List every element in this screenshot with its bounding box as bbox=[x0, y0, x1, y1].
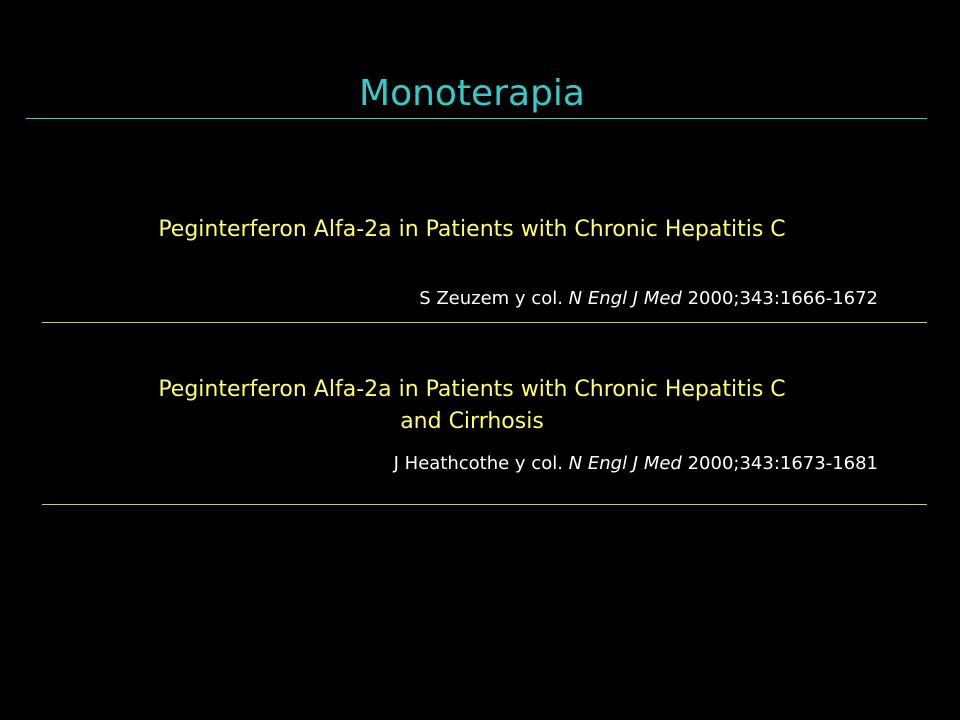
reference-2-journal: N Engl J Med bbox=[568, 453, 682, 474]
title-divider bbox=[26, 118, 927, 119]
reference-2-title bbox=[0, 374, 944, 438]
reference-1-volume-pages: 2000;343:1666-1672 bbox=[687, 288, 878, 309]
reference-2-title-line-1: Peginterferon Alfa-2a in Patients with Chronic Hepatitis C bbox=[158, 377, 786, 402]
reference-2-authors: J Heathcothe y col. bbox=[393, 453, 563, 474]
reference-2-divider bbox=[42, 504, 927, 505]
reference-1-journal: N Engl J Med bbox=[568, 288, 682, 309]
reference-1-citation bbox=[419, 287, 878, 311]
reference-1-divider bbox=[42, 322, 927, 323]
reference-1-title-line-1: Peginterferon Alfa-2a in Patients with Chronic Hepatitis C bbox=[158, 217, 786, 242]
reference-2-citation bbox=[394, 452, 878, 476]
reference-1-authors: S Zeuzem y col. bbox=[419, 288, 563, 309]
slide-title: Monoterapia bbox=[359, 73, 585, 114]
reference-2-title-line-2: and Cirrhosis bbox=[400, 409, 544, 434]
reference-2-volume-pages: 2000;343:1673-1681 bbox=[687, 453, 878, 474]
reference-1-title bbox=[0, 214, 944, 246]
